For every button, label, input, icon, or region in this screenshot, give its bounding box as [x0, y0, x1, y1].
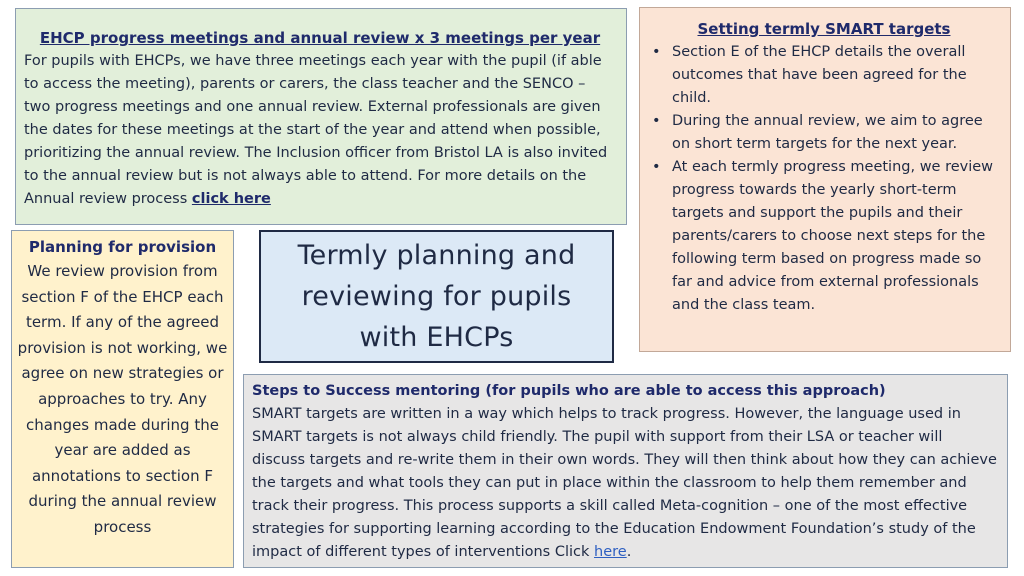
steps-title: Steps to Success mentoring (for pupils who are able to access this approach)	[252, 383, 886, 399]
meetings-body	[24, 50, 616, 211]
planning-provision-panel	[11, 230, 234, 568]
steps-to-success-panel	[243, 374, 1008, 568]
interventions-link[interactable]: here	[594, 544, 627, 560]
meetings-panel	[15, 8, 627, 225]
steps-body	[252, 403, 999, 564]
list-item: • During the annual review, we aim to agree on short term targets for the next year.	[648, 110, 1000, 156]
page-title-panel	[259, 230, 614, 363]
smart-targets-panel	[639, 7, 1011, 352]
list-item: • Section E of the EHCP details the overall outcomes that have been agreed for the child.	[648, 41, 1000, 110]
planning-title: Planning for provision	[28, 238, 217, 256]
annual-review-link[interactable]: click here	[191, 191, 271, 207]
list-item: • At each termly progress meeting, we review progress towards the yearly short-term targets and support the pupils and their parents/carers to choose next steps for the following term based on progress made so far and advice from external professionals and the class team.	[648, 156, 1000, 317]
meetings-title: EHCP progress meetings and annual review x 3 meetings per year	[39, 29, 601, 47]
meetings-body-text: For pupils with EHCPs, we have three meetings each year with the pupil (if able to access the meeting), parents or carers, the class teacher and the SENCO – two progress meetings and one annual review. External professionals are given the dates for these meetings at the start of the year and attend when possible, prioritizing the annual review. The Inclusion officer from Bristol LA is also invited to the annual review but is not always able to attend. For more details on the Annual review process	[24, 53, 608, 207]
steps-body-text: SMART targets are written in a way which helps to track progress. However, the language used in SMART targets is not always child friendly. The pupil with support from their LSA or teacher will discuss targets and re-write them in their own words. They will then think about how they can achieve the targets and what tools they can put in place within the classroom to help them remember and track their progress. This process supports a skill called Meta-cognition – one of the most effective strategies for supporting learning according to the Education Endowment Foundation’s study of the impact of different types of interventions Click	[252, 406, 997, 560]
smart-targets-list	[648, 41, 1000, 317]
steps-end-punct: .	[626, 544, 632, 560]
smart-targets-title: Setting termly SMART targets	[697, 20, 951, 38]
planning-body: We review provision from section F of the EHCP each term. If any of the agreed provision is not working, we agree on new strategies or approaches to try. Any changes made during the year are added as annotations to section F during the annual review process	[17, 262, 228, 536]
page-title: Termly planning and reviewing for pupils with EHCPs	[297, 240, 576, 353]
